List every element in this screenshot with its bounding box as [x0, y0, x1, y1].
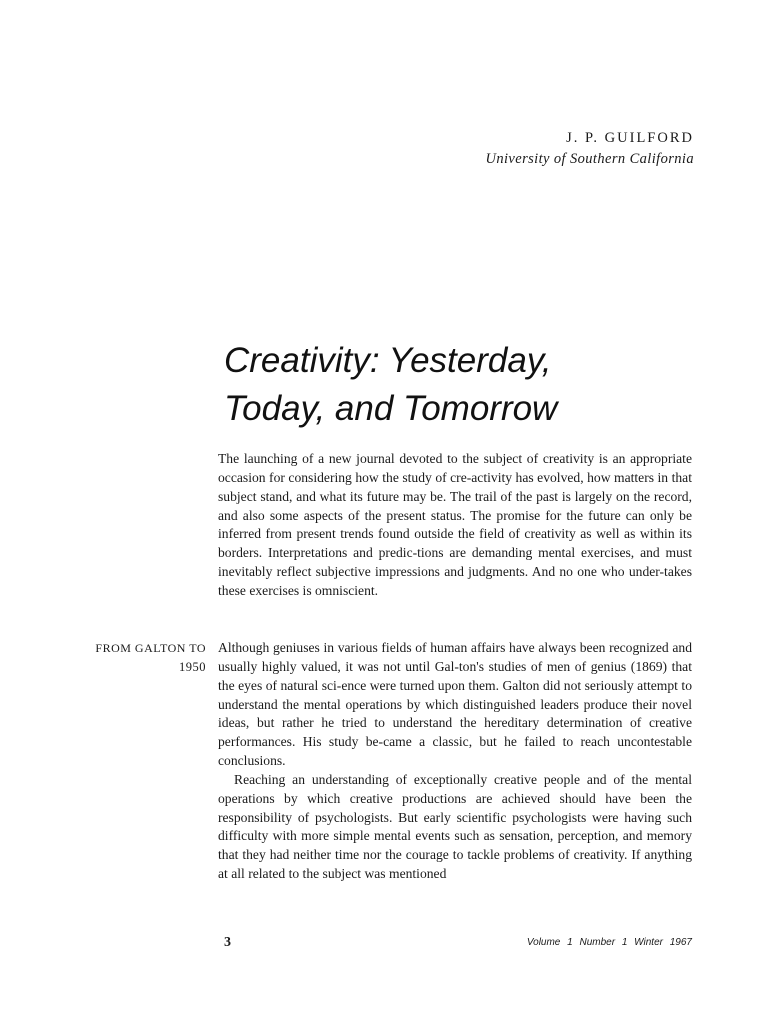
section-heading-line-2: 1950	[179, 659, 206, 674]
author-affiliation: University of Southern California	[485, 151, 694, 167]
section-body	[218, 639, 692, 884]
intro-paragraph-block	[218, 450, 692, 601]
journal-issue-info: Volume 1 Number 1 Winter 1967	[526, 937, 692, 948]
paragraph-2: Although geniuses in various fields of human affairs have always been recognized and usually highly valued, it was not until Gal-ton's studies of men of genius (1869) that the eyes of natural sci-ence were turned upon them. Galton did not seriously attempt to understand the mental operations by which distinguished leaders produce their novel ideas, but rather he tried to understand the hereditary determination of creative performances. His study be-came a classic, but he failed to reach uncontestable conclusions.	[218, 640, 692, 769]
section-heading	[46, 639, 206, 677]
title-line-2: Today, and Tomorrow	[224, 389, 558, 428]
article-title	[224, 337, 724, 433]
section-heading-line-1: FROM GALTON TO	[95, 641, 206, 655]
paragraph-3: Reaching an understanding of exceptionally creative people and of the mental operations by which creative productions are achieved should have been the responsibility of psychologists. But early scientific psychologists were having such difficulty with more simple mental events such as sensation, perception, and memory that they had neither time nor the courage to tackle problems of creativity. If anything at all related to the subject was mentioned	[218, 771, 692, 882]
author-name: J. P. GUILFORD	[566, 130, 694, 146]
author-block	[485, 128, 694, 170]
title-line-1: Creativity: Yesterday,	[224, 341, 552, 380]
page-number: 3	[224, 935, 231, 950]
paragraph-1: The launching of a new journal devoted to the subject of creativity is an appropriate occasion for considering how the study of cre-activity has evolved, how matters in that subject stand, and what its future may be. The trail of the past is largely on the record, and also some aspects of the present status. The promise for the future can only be inferred from present trends found outside the field of creativity as well as within its borders. Interpretations and predic-tions are demanding mental exercises, and must inevitably reflect subjective impressions and judgments. And no one who under-takes these exercises is omniscient.	[218, 451, 692, 598]
